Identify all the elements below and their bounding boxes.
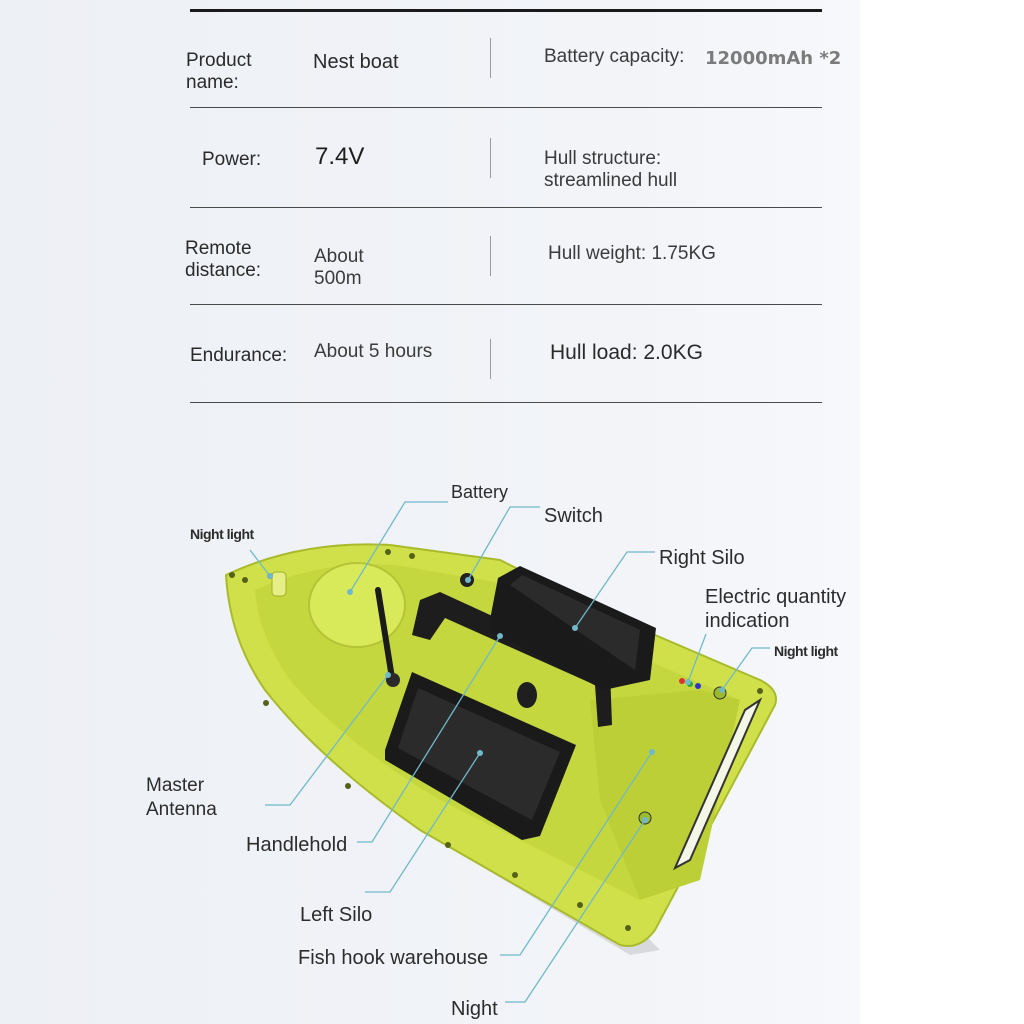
label-master-antenna: Master Antenna [146,775,217,820]
label-electric-quantity: Electric quantity indication [705,586,847,632]
label-night-light-right: Night light [774,643,838,659]
label-battery: Battery [451,482,509,502]
label-left-silo: Left Silo [300,904,373,926]
endurance-value: About 5 hours [314,341,433,362]
remote-distance-label: Remote distance: [185,238,262,281]
remote-distance-value: About 500m [314,246,364,289]
hull-weight-label: Hull weight: 1.75KG [548,243,716,264]
power-value: 7.4V [315,143,365,170]
battery-capacity-value: 12000mAh *2 [705,48,842,69]
product-name-label: Product name: [186,50,252,93]
label-handlehold: Handlehold [246,834,348,856]
battery-cover [309,563,405,647]
hull-structure-label: Hull structure: streamlined hull [544,148,678,191]
label-night-light-bow: Night light [190,526,254,542]
power-label: Power: [202,149,262,170]
label-night: Night [451,998,498,1020]
battery-capacity-label: Battery capacity: [544,46,685,67]
label-switch: Switch [544,505,603,527]
endurance-label: Endurance: [190,345,288,366]
label-fish-hook-warehouse: Fish hook warehouse [298,947,489,969]
product-name-value: Nest boat [313,51,399,73]
hull-load-label: Hull load: 2.0KG [550,341,703,364]
label-right-silo: Right Silo [659,547,745,569]
